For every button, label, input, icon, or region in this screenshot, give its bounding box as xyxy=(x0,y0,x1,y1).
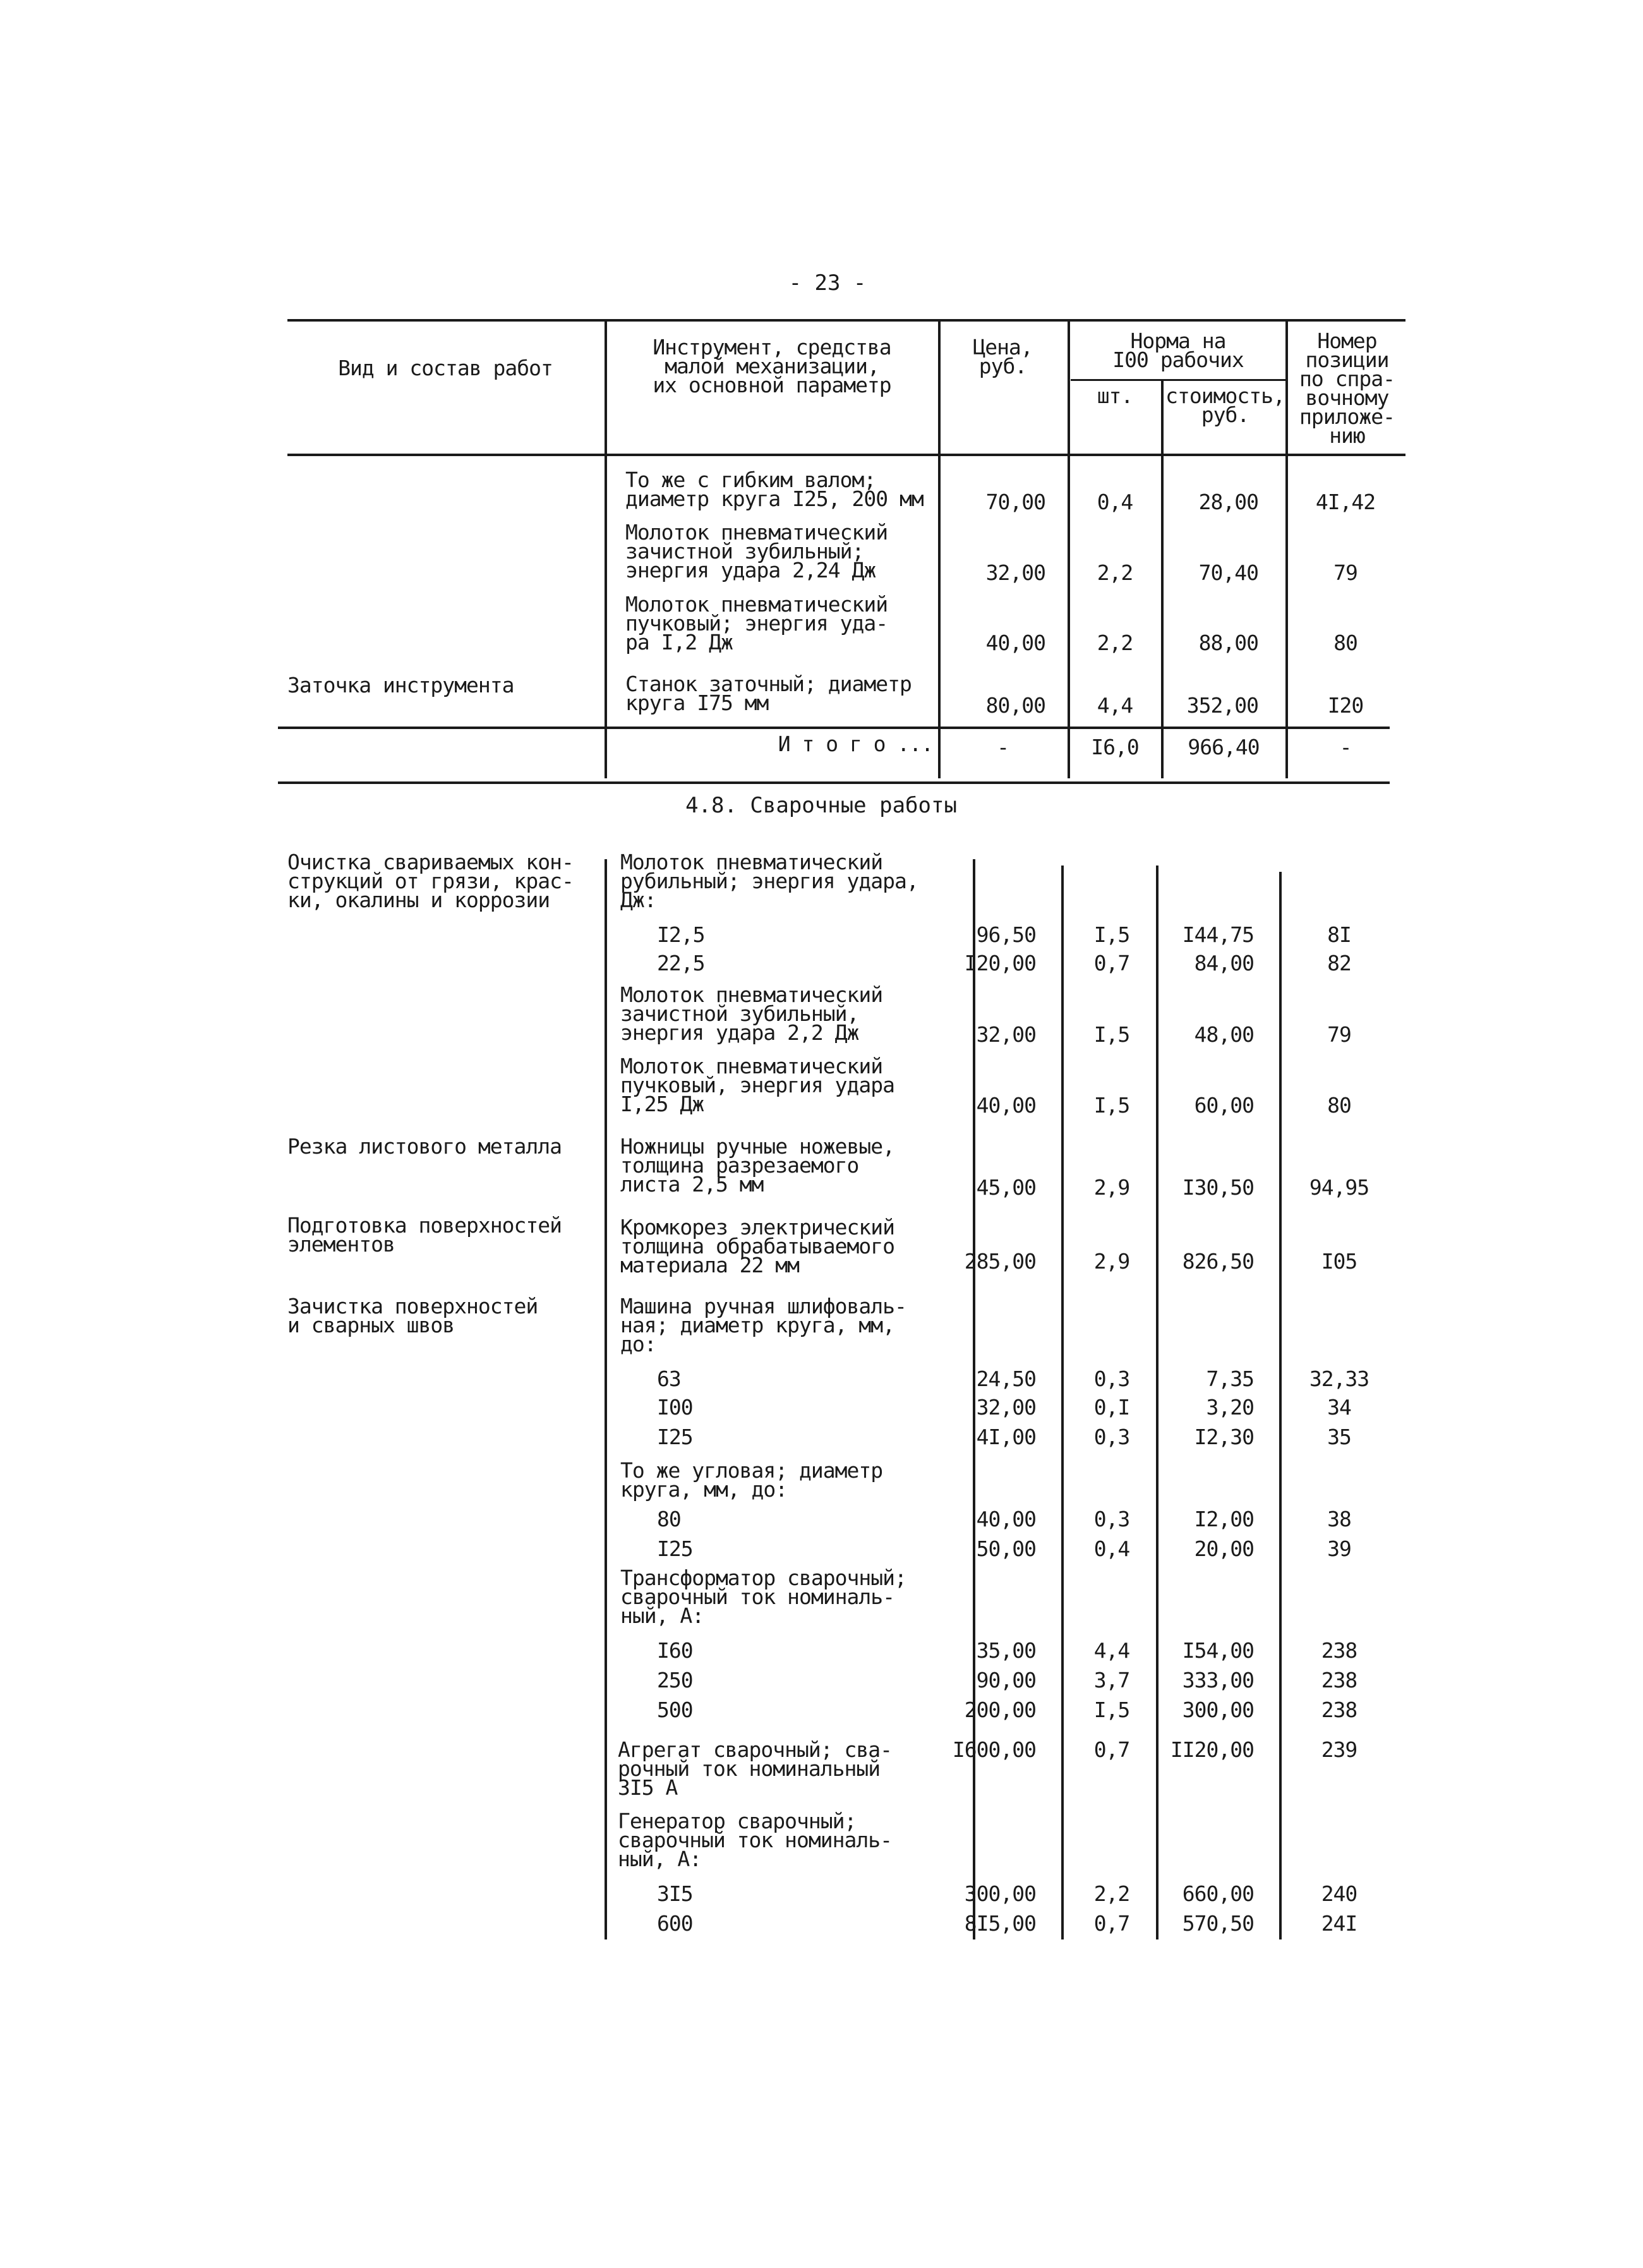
tool-cell: Молоток пневматический зачистной зубильный; энергия удара 2,24 Дж xyxy=(625,520,888,582)
tool-cell: Станок заточный; диаметр круга I75 мм xyxy=(625,672,912,715)
work-cell: Заточка инструмента xyxy=(287,673,514,697)
qty-cell: 0,I xyxy=(1093,1395,1130,1420)
qty-cell: 2,2 xyxy=(1097,630,1133,655)
col-divider-pos xyxy=(1279,872,1282,1939)
position-cell: 238 xyxy=(1321,1698,1357,1722)
qty-cell: 2,9 xyxy=(1093,1249,1130,1274)
tool-cell: То же с гибким валом; диаметр круга I25, 200 мм xyxy=(625,467,924,511)
price-cell: 40,00 xyxy=(985,630,1045,655)
cost-cell: 84,00 xyxy=(1194,951,1254,975)
qty-cell: I,5 xyxy=(1093,1022,1130,1047)
position-cell: 39 xyxy=(1327,1536,1351,1561)
position-cell: 32,33 xyxy=(1309,1366,1369,1391)
qty-cell: 2,2 xyxy=(1097,560,1133,585)
cost-cell: I44,75 xyxy=(1182,922,1254,947)
position-cell: 240 xyxy=(1321,1881,1357,1906)
cost-cell: 660,00 xyxy=(1182,1881,1254,1906)
header-bottom-rule xyxy=(287,454,1405,456)
position-cell: 34 xyxy=(1327,1395,1351,1420)
qty-cell: 3,7 xyxy=(1093,1668,1130,1692)
total-cost: 966,40 xyxy=(1188,735,1260,759)
price-cell: 8I5,00 xyxy=(964,1911,1036,1936)
qty-cell: 2,2 xyxy=(1093,1881,1130,1906)
header-cost: стоимость, руб. xyxy=(1165,383,1285,427)
tool-cell: 22,5 xyxy=(657,951,705,975)
col-divider-cost xyxy=(1156,866,1159,1939)
work-cell: Очистка свариваемых кон- струкций от грязи, крас- ки, окалины и коррозии xyxy=(287,850,574,912)
col-divider-norm xyxy=(1068,319,1070,778)
tool-cell: I00 xyxy=(657,1395,693,1420)
header-position: Номер позиции по спра- вочному приложе- нию xyxy=(1299,329,1395,448)
tool-cell: Молоток пневматический рубильный; энергия удара, Дж: xyxy=(620,850,918,912)
price-cell: 32,00 xyxy=(976,1395,1036,1420)
qty-cell: I,5 xyxy=(1093,1698,1130,1722)
price-cell: 96,50 xyxy=(976,922,1036,947)
header-norm: Норма на I00 рабочих xyxy=(1112,329,1244,372)
price-cell: 35,00 xyxy=(976,1638,1036,1663)
header-work: Вид и состав работ xyxy=(338,356,553,380)
price-cell: 70,00 xyxy=(985,490,1045,514)
price-cell: I20,00 xyxy=(964,951,1036,975)
qty-cell: 0,3 xyxy=(1093,1507,1130,1531)
page-number: - 23 - xyxy=(788,270,867,296)
tool-cell: I2,5 xyxy=(657,922,705,947)
tool-cell: Молоток пневматический пучковый, энергия удара I,25 Дж xyxy=(620,1054,894,1116)
cost-cell: 20,00 xyxy=(1194,1536,1254,1561)
col-divider-tool xyxy=(605,319,607,778)
price-cell: 200,00 xyxy=(964,1698,1036,1722)
qty-cell: 4,4 xyxy=(1097,693,1133,718)
tool-cell: 250 xyxy=(657,1668,693,1692)
qty-cell: 0,3 xyxy=(1093,1366,1130,1391)
position-cell: 80 xyxy=(1327,1093,1351,1118)
cost-cell: II20,00 xyxy=(1170,1737,1254,1762)
position-cell: 94,95 xyxy=(1309,1175,1369,1200)
col-divider-tool xyxy=(605,859,607,1939)
cost-cell: 3,20 xyxy=(1206,1395,1254,1420)
tool-cell: 63 xyxy=(657,1366,681,1391)
tool-cell: Молоток пневматический зачистной зубильный, энергия удара 2,2 Дж xyxy=(620,982,883,1045)
cost-cell: 28,00 xyxy=(1198,490,1258,514)
cost-cell: 352,00 xyxy=(1186,693,1258,718)
qty-cell: 2,9 xyxy=(1093,1175,1130,1200)
qty-cell: 0,4 xyxy=(1093,1536,1130,1561)
cost-cell: 300,00 xyxy=(1182,1698,1254,1722)
cost-cell: 570,50 xyxy=(1182,1911,1254,1936)
price-cell: 40,00 xyxy=(976,1507,1036,1531)
tool-cell: Машина ручная шлифоваль- ная; диаметр круга, мм, до: xyxy=(620,1294,906,1356)
tool-cell: I25 xyxy=(657,1536,693,1561)
tool-cell: 500 xyxy=(657,1698,693,1722)
price-cell: 24,50 xyxy=(976,1366,1036,1391)
price-cell: 50,00 xyxy=(976,1536,1036,1561)
work-cell: Подготовка поверхностей элементов xyxy=(287,1213,562,1257)
header-qty: шт. xyxy=(1097,383,1133,408)
header-tool: Инструмент, средства малой механизации, их основной параметр xyxy=(653,335,891,397)
cost-cell: 70,40 xyxy=(1198,560,1258,585)
qty-cell: I,5 xyxy=(1093,922,1130,947)
qty-cell: 0,7 xyxy=(1093,1911,1130,1936)
total-label: И т о г о ... xyxy=(778,732,933,756)
position-cell: 82 xyxy=(1327,951,1351,975)
work-cell: Резка листового металла xyxy=(287,1134,562,1159)
qty-cell: 0,3 xyxy=(1093,1425,1130,1449)
position-cell: 8I xyxy=(1327,922,1351,947)
total-price: - xyxy=(997,735,1009,759)
work-cell: Зачистка поверхностей и сварных швов xyxy=(287,1294,538,1337)
total-top-rule xyxy=(278,727,1390,729)
tool-cell: 3I5 xyxy=(657,1881,693,1906)
position-cell: 4I,42 xyxy=(1315,490,1376,514)
tool-cell: Кромкорез электрический толщина обрабатываемого материала 22 мм xyxy=(620,1215,894,1277)
price-cell: 32,00 xyxy=(985,560,1045,585)
tool-cell: 600 xyxy=(657,1911,693,1936)
cost-cell: I30,50 xyxy=(1182,1175,1254,1200)
position-cell: 238 xyxy=(1321,1668,1357,1692)
cost-cell: 7,35 xyxy=(1206,1366,1254,1391)
cost-cell: 48,00 xyxy=(1194,1022,1254,1047)
price-cell: 285,00 xyxy=(964,1249,1036,1274)
cost-cell: I54,00 xyxy=(1182,1638,1254,1663)
total-position: - xyxy=(1339,735,1352,759)
position-cell: 80 xyxy=(1333,630,1357,655)
price-cell: I600,00 xyxy=(952,1737,1036,1762)
col-divider-qty xyxy=(1061,866,1064,1939)
cost-cell: 88,00 xyxy=(1198,630,1258,655)
position-cell: 79 xyxy=(1333,560,1357,585)
qty-cell: 0,4 xyxy=(1097,490,1133,514)
tool-cell: Генератор сварочный; сварочный ток номиналь- ный, А: xyxy=(618,1809,892,1871)
price-cell: 45,00 xyxy=(976,1175,1036,1200)
price-cell: 40,00 xyxy=(976,1093,1036,1118)
tool-cell: 80 xyxy=(657,1507,681,1531)
price-cell: 90,00 xyxy=(976,1668,1036,1692)
table-top-rule xyxy=(287,319,1405,322)
total-bottom-rule xyxy=(278,781,1390,784)
position-cell: 238 xyxy=(1321,1638,1357,1663)
position-cell: 79 xyxy=(1327,1022,1351,1047)
qty-cell: 0,7 xyxy=(1093,951,1130,975)
tool-cell: I60 xyxy=(657,1638,693,1663)
position-cell: 38 xyxy=(1327,1507,1351,1531)
tool-cell: Трансформатор сварочный; сварочный ток номиналь- ный, А: xyxy=(620,1565,906,1628)
tool-cell: I25 xyxy=(657,1425,693,1449)
section-title: 4.8. Сварочные работы xyxy=(685,793,957,818)
qty-cell: I,5 xyxy=(1093,1093,1130,1118)
cost-cell: I2,00 xyxy=(1194,1507,1254,1531)
position-cell: 35 xyxy=(1327,1425,1351,1449)
cost-cell: 60,00 xyxy=(1194,1093,1254,1118)
tool-cell: Ножницы ручные ножевые, толщина разрезаемого листа 2,5 мм xyxy=(620,1134,894,1197)
position-cell: 239 xyxy=(1321,1737,1357,1762)
price-cell: 300,00 xyxy=(964,1881,1036,1906)
cost-cell: I2,30 xyxy=(1194,1425,1254,1449)
total-qty: I6,0 xyxy=(1091,735,1139,759)
qty-cell: 0,7 xyxy=(1093,1737,1130,1762)
price-cell: 32,00 xyxy=(976,1022,1036,1047)
price-cell: 80,00 xyxy=(985,693,1045,718)
price-cell: 4I,00 xyxy=(976,1425,1036,1449)
tool-cell: То же угловая; диаметр круга, мм, до: xyxy=(620,1458,883,1502)
col-divider-price xyxy=(938,319,941,778)
tool-cell: Агрегат сварочный; сва- рочный ток номинальный 3I5 А xyxy=(618,1737,892,1800)
header-price: Цена, руб. xyxy=(973,335,1033,378)
tool-cell: Молоток пневматический пучковый; энергия уда- ра I,2 Дж xyxy=(625,592,888,654)
norm-sub-rule xyxy=(1071,379,1285,381)
cost-cell: 826,50 xyxy=(1182,1249,1254,1274)
position-cell: 24I xyxy=(1321,1911,1357,1936)
position-cell: I20 xyxy=(1327,693,1364,718)
qty-cell: 4,4 xyxy=(1093,1638,1130,1663)
position-cell: I05 xyxy=(1321,1249,1357,1274)
cost-cell: 333,00 xyxy=(1182,1668,1254,1692)
